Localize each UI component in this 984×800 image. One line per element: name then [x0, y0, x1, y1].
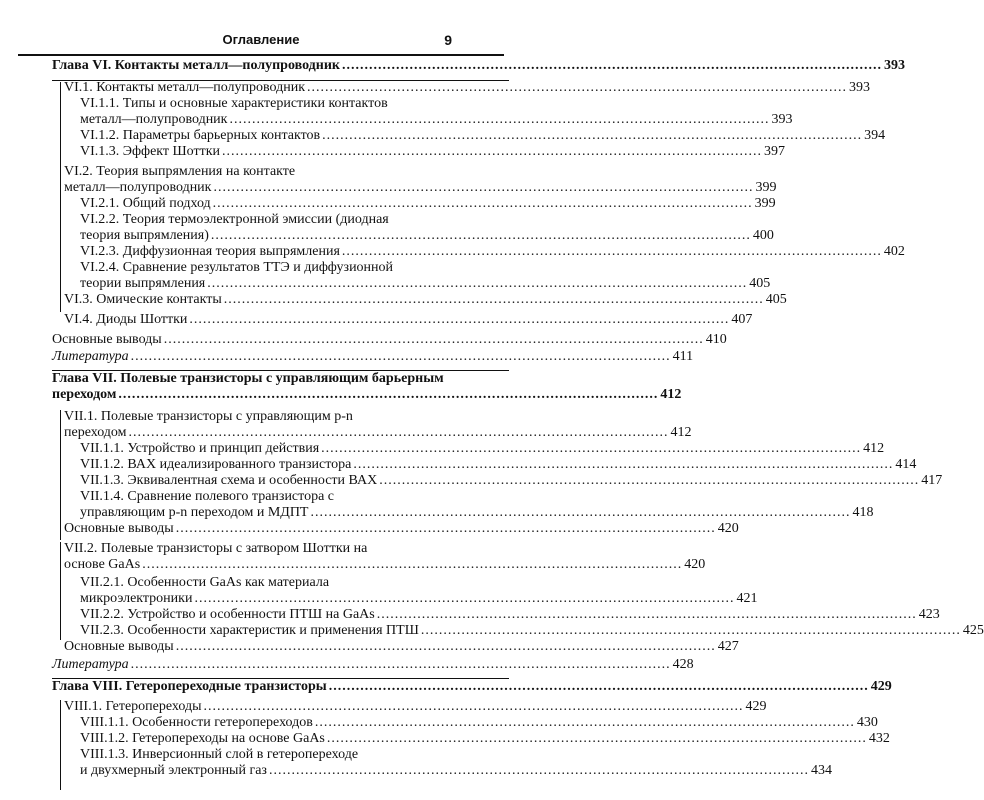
dot-leader: ........................................................................................................................ — [322, 128, 863, 143]
toc-page-number: 407 — [731, 312, 753, 327]
toc-page-number: 399 — [755, 180, 777, 195]
bracket-line — [60, 542, 61, 640]
dot-leader: ........................................................................................................................ — [213, 180, 754, 195]
dot-leader: ........................................................................................................................ — [341, 244, 882, 259]
toc-entry-text: переходом — [52, 387, 117, 402]
toc-entry-text: Глава VIII. Гетеропереходные транзисторы — [52, 679, 327, 694]
toc-page-number: 428 — [672, 657, 694, 672]
dot-leader: ........................................................................................................................ — [379, 473, 920, 488]
dot-leader: ........................................................................................................................ — [223, 292, 764, 307]
toc-page-number: 421 — [736, 591, 758, 606]
toc-page-number: 405 — [749, 276, 771, 291]
toc-entry-text: Основные выводы — [64, 639, 174, 654]
toc-entry-text: Литература — [52, 349, 129, 364]
toc-page-number: 410 — [705, 332, 727, 347]
toc-page-number: 423 — [918, 607, 940, 622]
toc-entry-text: VII.1. Полевые транзисторы с управляющим p-n — [64, 409, 353, 424]
section-divider — [52, 80, 509, 81]
toc-page-number: 412 — [863, 441, 885, 456]
toc-entry-text: VII.1.1. Устройство и принцип действия — [80, 441, 320, 456]
dot-leader: ........................................................................................................................ — [376, 607, 917, 622]
toc-page-number: 412 — [660, 387, 682, 402]
toc-page-number: 429 — [745, 699, 767, 714]
dot-leader: ........................................................................................................................ — [353, 457, 894, 472]
dot-leader: ........................................................................................................................ — [307, 80, 848, 95]
toc-entry-text: и двухмерный электронный газ — [80, 763, 267, 778]
toc-page-number: 393 — [883, 58, 905, 73]
toc-page-number: 425 — [962, 623, 984, 638]
toc-entry-text: VI.2.1. Общий подход — [80, 196, 211, 211]
toc-entry-text: Литература — [52, 657, 129, 672]
dot-leader: ........................................................................................................................ — [130, 349, 671, 364]
toc-page-number: 412 — [670, 425, 692, 440]
toc-entry-text: VI.2. Теория выпрямления на контакте — [64, 164, 296, 179]
header-page-number: 9 — [444, 32, 452, 48]
dot-leader: ........................................................................................................................ — [212, 196, 753, 211]
toc-entry-text: VII.1.4. Сравнение полевого транзистора с — [80, 489, 335, 504]
toc-page-number: 427 — [717, 639, 739, 654]
toc-page-number: 420 — [717, 521, 739, 536]
toc-page-number: 399 — [754, 196, 776, 211]
dot-leader: ........................................................................................................................ — [420, 623, 961, 638]
toc-entry-text: VII.2.1. Особенности GaAs как материала — [80, 575, 330, 590]
toc-page-number: 417 — [921, 473, 943, 488]
toc-entry-text: VII.2.3. Особенности характеристик и применения ПТШ — [80, 623, 419, 638]
toc-page-number: 429 — [870, 679, 892, 694]
toc-entry-text: VI.2.3. Диффузионная теория выпрямления — [80, 244, 340, 259]
toc-entry-text: VI.1.3. Эффект Шоттки — [80, 144, 220, 159]
toc-entry-text: VII.1.3. Эквивалентная схема и особенности ВАХ — [80, 473, 378, 488]
bracket-line — [60, 82, 61, 312]
toc-page-number: 414 — [895, 457, 917, 472]
toc-entry-text: VIII.1.2. Гетеропереходы на основе GaAs — [80, 731, 325, 746]
dot-leader: ........................................................................................................................ — [321, 441, 862, 456]
toc-entry-text: Глава VI. Контакты металл—полупроводник — [52, 58, 340, 73]
toc-page-number: 393 — [849, 80, 871, 95]
toc-entry-text: VIII.1.3. Инверсионный слой в гетеропереходе — [80, 747, 359, 762]
toc-entry-text: VI.4. Диоды Шоттки — [64, 312, 188, 327]
toc-page-number: 430 — [856, 715, 878, 730]
toc-entry-text: теория выпрямления) — [80, 228, 209, 243]
toc-entry-text: основе GaAs — [64, 557, 141, 572]
dot-leader: ........................................................................................................................ — [130, 657, 671, 672]
toc-page-number: 420 — [684, 557, 706, 572]
toc-entry-text: Глава VII. Полевые транзисторы с управляющим барьерным — [52, 371, 444, 386]
dot-leader: ........................................................................................................................ — [175, 639, 716, 654]
section-divider — [52, 370, 509, 371]
dot-leader: ........................................................................................................................ — [142, 557, 683, 572]
section-divider — [52, 678, 509, 679]
toc-page-number: 418 — [852, 505, 874, 520]
toc-entry-text: VI.1. Контакты металл—полупроводник — [64, 80, 306, 95]
toc-entry-text: металл—полупроводник — [64, 180, 212, 195]
dot-leader: ........................................................................................................................ — [268, 763, 809, 778]
dot-leader: ........................................................................................................................ — [314, 715, 855, 730]
toc-page-number: 397 — [764, 144, 785, 159]
toc-entry-text: VII.2. Полевые транзисторы с затвором Шоттки на — [64, 541, 368, 556]
dot-leader: ........................................................................................................................ — [163, 332, 704, 347]
toc-entry-text: VI.1.2. Параметры барьерных контактов — [80, 128, 321, 143]
dot-leader: ........................................................................................................................ — [326, 731, 867, 746]
toc-page-number: 405 — [765, 292, 787, 307]
dot-leader: ........................................................................................................................ — [229, 112, 770, 127]
dot-leader: ........................................................................................................................ — [128, 425, 669, 440]
toc-entry-text: VI.2.4. Сравнение результатов ТТЭ и диффузионной — [80, 260, 394, 275]
dot-leader: ........................................................................................................................ — [175, 521, 716, 536]
dot-leader: ........................................................................................................................ — [210, 228, 751, 243]
toc-entry-text: VIII.1. Гетеропереходы — [64, 699, 202, 714]
toc-entry-text: VIII.1.1. Особенности гетеропереходов — [80, 715, 313, 730]
toc-entry-text: VII.1.2. ВАХ идеализированного транзистора — [80, 457, 352, 472]
toc-page-number: 432 — [868, 731, 890, 746]
dot-leader: ........................................................................................................................ — [341, 58, 882, 73]
dot-leader: ........................................................................................................................ — [203, 699, 744, 714]
header-title: Оглавление — [222, 32, 300, 47]
toc-entry-text: Основные выводы — [52, 332, 162, 347]
toc-page-number: 393 — [771, 112, 793, 127]
toc-entry-text: Основные выводы — [64, 521, 174, 536]
dot-leader: ........................................................................................................................ — [118, 387, 659, 402]
toc-entry-text: VI.1.1. Типы и основные характеристики контактов — [80, 96, 388, 111]
toc-entry-text: теории выпрямления — [80, 276, 206, 291]
toc-page-number: 402 — [883, 244, 905, 259]
dot-leader: ........................................................................................................................ — [328, 679, 869, 694]
dot-leader: ........................................................................................................................ — [222, 144, 762, 159]
toc-page-number: 400 — [752, 228, 774, 243]
toc-entry-text: переходом — [64, 425, 127, 440]
dot-leader: ........................................................................................................................ — [310, 505, 851, 520]
dot-leader: ........................................................................................................................ — [207, 276, 748, 291]
dot-leader: ........................................................................................................................ — [189, 312, 730, 327]
toc-page-number: 411 — [672, 349, 694, 364]
toc-entry-text: VI.2.2. Теория термоэлектронной эмиссии (диодная — [80, 212, 389, 227]
dot-leader: ........................................................................................................................ — [194, 591, 735, 606]
toc-entry-text: VII.2.2. Устройство и особенности ПТШ на GaAs — [80, 607, 375, 622]
toc-entry-text: VI.3. Омические контакты — [64, 292, 222, 307]
toc-page-number: 434 — [810, 763, 832, 778]
bracket-line — [60, 410, 61, 540]
bracket-line — [60, 700, 61, 790]
toc-page-number: 394 — [864, 128, 886, 143]
toc-entry-text: управляющим p-n переходом и МДПТ — [80, 505, 309, 520]
toc-entry-text: металл—полупроводник — [80, 112, 228, 127]
toc-entry-text: микроэлектроники — [80, 591, 193, 606]
